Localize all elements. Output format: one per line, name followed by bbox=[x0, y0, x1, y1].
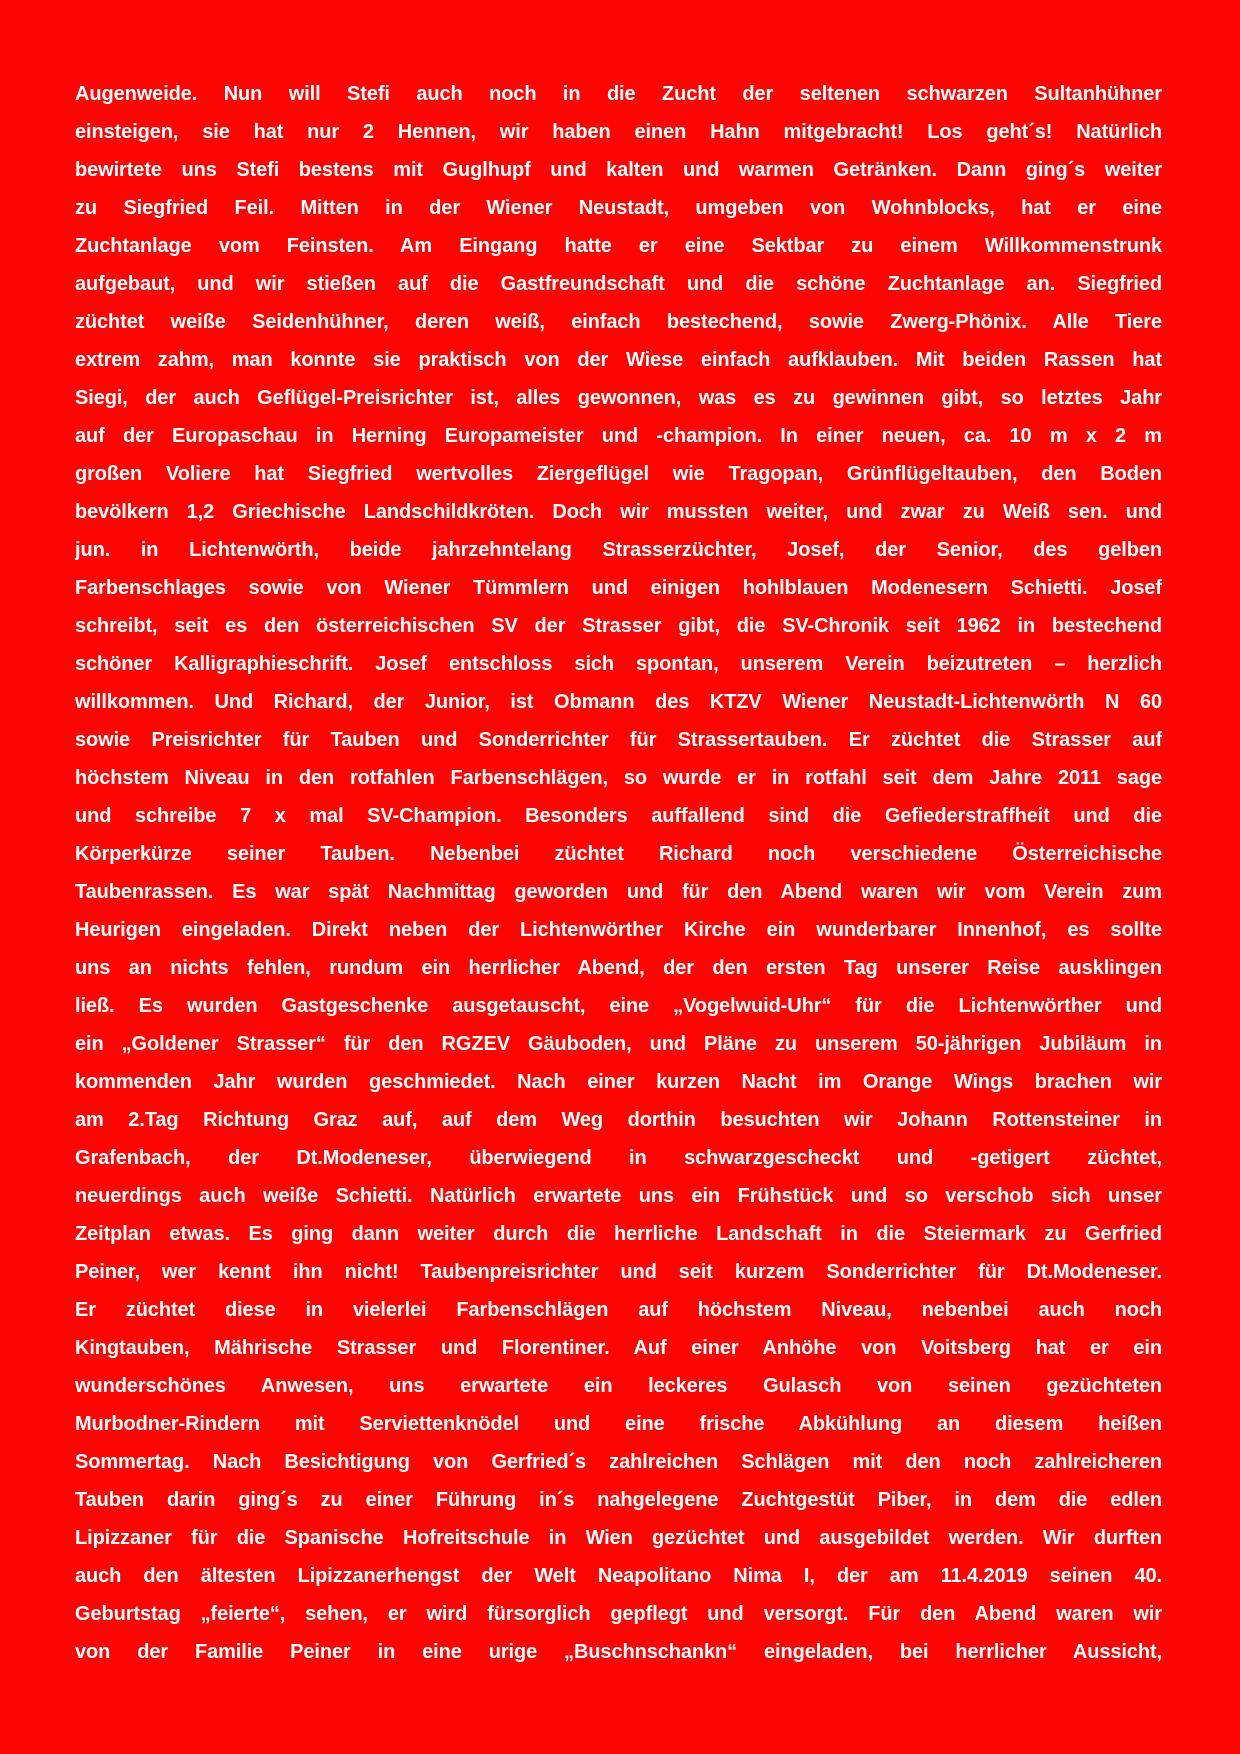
text-line: uns an nichts fehlen, rundum ein herrlicher Abend, der den ersten Tag unserer Reise ausklingen bbox=[75, 957, 1162, 979]
text-line: bewirtete uns Stefi bestens mit Guglhupf und kalten und warmen Getränken. Dann ging´s weiter bbox=[75, 159, 1162, 181]
text-line: auch den ältesten Lipizzanerhengst der Welt Neapolitano Nima I, der am 11.4.2019 seinen 40. bbox=[75, 1565, 1162, 1587]
text-line: Zuchtanlage vom Feinsten. Am Eingang hatte er eine Sektbar zu einem Willkommenstrunk bbox=[75, 235, 1162, 257]
text-line: wunderschönes Anwesen, uns erwartete ein leckeres Gulasch von seinen gezüchteten bbox=[75, 1375, 1162, 1397]
text-line: jun. in Lichtenwörth, beide jahrzehntelang Strasserzüchter, Josef, der Senior, des gelben bbox=[75, 539, 1162, 561]
text-line: von der Familie Peiner in eine urige „Buschnschankn“ eingeladen, bei herrlicher Aussicht, bbox=[75, 1641, 1162, 1663]
text-line: Grafenbach, der Dt.Modeneser, überwiegend in schwarzgescheckt und -getigert züchtet, bbox=[75, 1147, 1162, 1169]
text-line: Heurigen eingeladen. Direkt neben der Lichtenwörther Kirche ein wunderbarer Innenhof, es sollte bbox=[75, 919, 1162, 941]
text-line: Tauben darin ging´s zu einer Führung in´s nahgelegene Zuchtgestüt Piber, in dem die edlen bbox=[75, 1489, 1162, 1511]
text-line: und schreibe 7 x mal SV-Champion. Besonders auffallend sind die Gefiederstraffheit und die bbox=[75, 805, 1162, 827]
text-line: sowie Preisrichter für Tauben und Sonderrichter für Strassertauben. Er züchtet die Strasser auf bbox=[75, 729, 1162, 751]
text-line: Zeitplan etwas. Es ging dann weiter durch die herrliche Landschaft in die Steiermark zu Gerfried bbox=[75, 1223, 1162, 1245]
text-line: Er züchtet diese in vielerlei Farbenschlägen auf höchstem Niveau, nebenbei auch noch bbox=[75, 1299, 1162, 1321]
text-line: Kingtauben, Mährische Strasser und Florentiner. Auf einer Anhöhe von Voitsberg hat er ein bbox=[75, 1337, 1162, 1359]
text-line: großen Voliere hat Siegfried wertvolles Ziergeflügel wie Tragopan, Grünflügeltauben, den Boden bbox=[75, 463, 1162, 485]
text-line: Peiner, wer kennt ihn nicht! Taubenpreisrichter und seit kurzem Sonderrichter für Dt.Modeneser. bbox=[75, 1261, 1162, 1283]
text-line: extrem zahm, man konnte sie praktisch von der Wiese einfach aufklauben. Mit beiden Rassen hat bbox=[75, 349, 1162, 371]
text-line: auf der Europaschau in Herning Europameister und -champion. In einer neuen, ca. 10 m x 2 m bbox=[75, 425, 1162, 447]
text-line: zu Siegfried Feil. Mitten in der Wiener Neustadt, umgeben von Wohnblocks, hat er eine bbox=[75, 197, 1162, 219]
text-line: Lipizzaner für die Spanische Hofreitschule in Wien gezüchtet und ausgebildet werden. Wir durften bbox=[75, 1527, 1162, 1549]
text-line: Siegi, der auch Geflügel-Preisrichter ist, alles gewonnen, was es zu gewinnen gibt, so letztes Jahr bbox=[75, 387, 1162, 409]
text-line: schreibt, seit es den österreichischen SV der Strasser gibt, die SV-Chronik seit 1962 in bestechend bbox=[75, 615, 1162, 637]
text-line: neuerdings auch weiße Schietti. Natürlich erwartete uns ein Frühstück und so verschob sich unser bbox=[75, 1185, 1162, 1207]
text-line: Augenweide. Nun will Stefi auch noch in die Zucht der seltenen schwarzen Sultanhühner bbox=[75, 83, 1162, 105]
text-line: am 2.Tag Richtung Graz auf, auf dem Weg dorthin besuchten wir Johann Rottensteiner in bbox=[75, 1109, 1162, 1131]
text-line: höchstem Niveau in den rotfahlen Farbenschlägen, so wurde er in rotfahl seit dem Jahre 2011 sage bbox=[75, 767, 1162, 789]
text-line: bevölkern 1,2 Griechische Landschildkröten. Doch wir mussten weiter, und zwar zu Weiß sen. und bbox=[75, 501, 1162, 523]
text-line: Taubenrassen. Es war spät Nachmittag geworden und für den Abend waren wir vom Verein zum bbox=[75, 881, 1162, 903]
text-line: Geburtstag „feierte“, sehen, er wird fürsorglich gepflegt und versorgt. Für den Abend waren wir bbox=[75, 1603, 1162, 1625]
text-line: Sommertag. Nach Besichtigung von Gerfried´s zahlreichen Schlägen mit den noch zahlreicheren bbox=[75, 1451, 1162, 1473]
text-line: aufgebaut, und wir stießen auf die Gastfreundschaft und die schöne Zuchtanlage an. Siegfried bbox=[75, 273, 1162, 295]
text-line: Murbodner-Rindern mit Serviettenknödel und eine frische Abkühlung an diesem heißen bbox=[75, 1413, 1162, 1435]
text-line: züchtet weiße Seidenhühner, deren weiß, einfach bestechend, sowie Zwerg-Phönix. Alle Tiere bbox=[75, 311, 1162, 333]
text-line: kommenden Jahr wurden geschmiedet. Nach einer kurzen Nacht im Orange Wings brachen wir bbox=[75, 1071, 1162, 1093]
text-line: ein „Goldener Strasser“ für den RGZEV Gäuboden, und Pläne zu unserem 50-jährigen Jubiläum in bbox=[75, 1033, 1162, 1055]
text-line: Farbenschlages sowie von Wiener Tümmlern und einigen hohlblauen Modenesern Schietti. Josef bbox=[75, 577, 1162, 599]
text-line: ließ. Es wurden Gastgeschenke ausgetauscht, eine „Vogelwuid-Uhr“ für die Lichtenwörther und bbox=[75, 995, 1162, 1017]
text-line: Körperkürze seiner Tauben. Nebenbei züchtet Richard noch verschiedene Österreichische bbox=[75, 843, 1162, 865]
text-line: willkommen. Und Richard, der Junior, ist Obmann des KTZV Wiener Neustadt-Lichtenwörth N 60 bbox=[75, 691, 1162, 713]
text-line: schöner Kalligraphieschrift. Josef entschloss sich spontan, unserem Verein beizutreten – herzlich bbox=[75, 653, 1162, 675]
report-text-block bbox=[75, 75, 1162, 1671]
text-line: einsteigen, sie hat nur 2 Hennen, wir haben einen Hahn mitgebracht! Los geht´s! Natürlich bbox=[75, 121, 1162, 143]
